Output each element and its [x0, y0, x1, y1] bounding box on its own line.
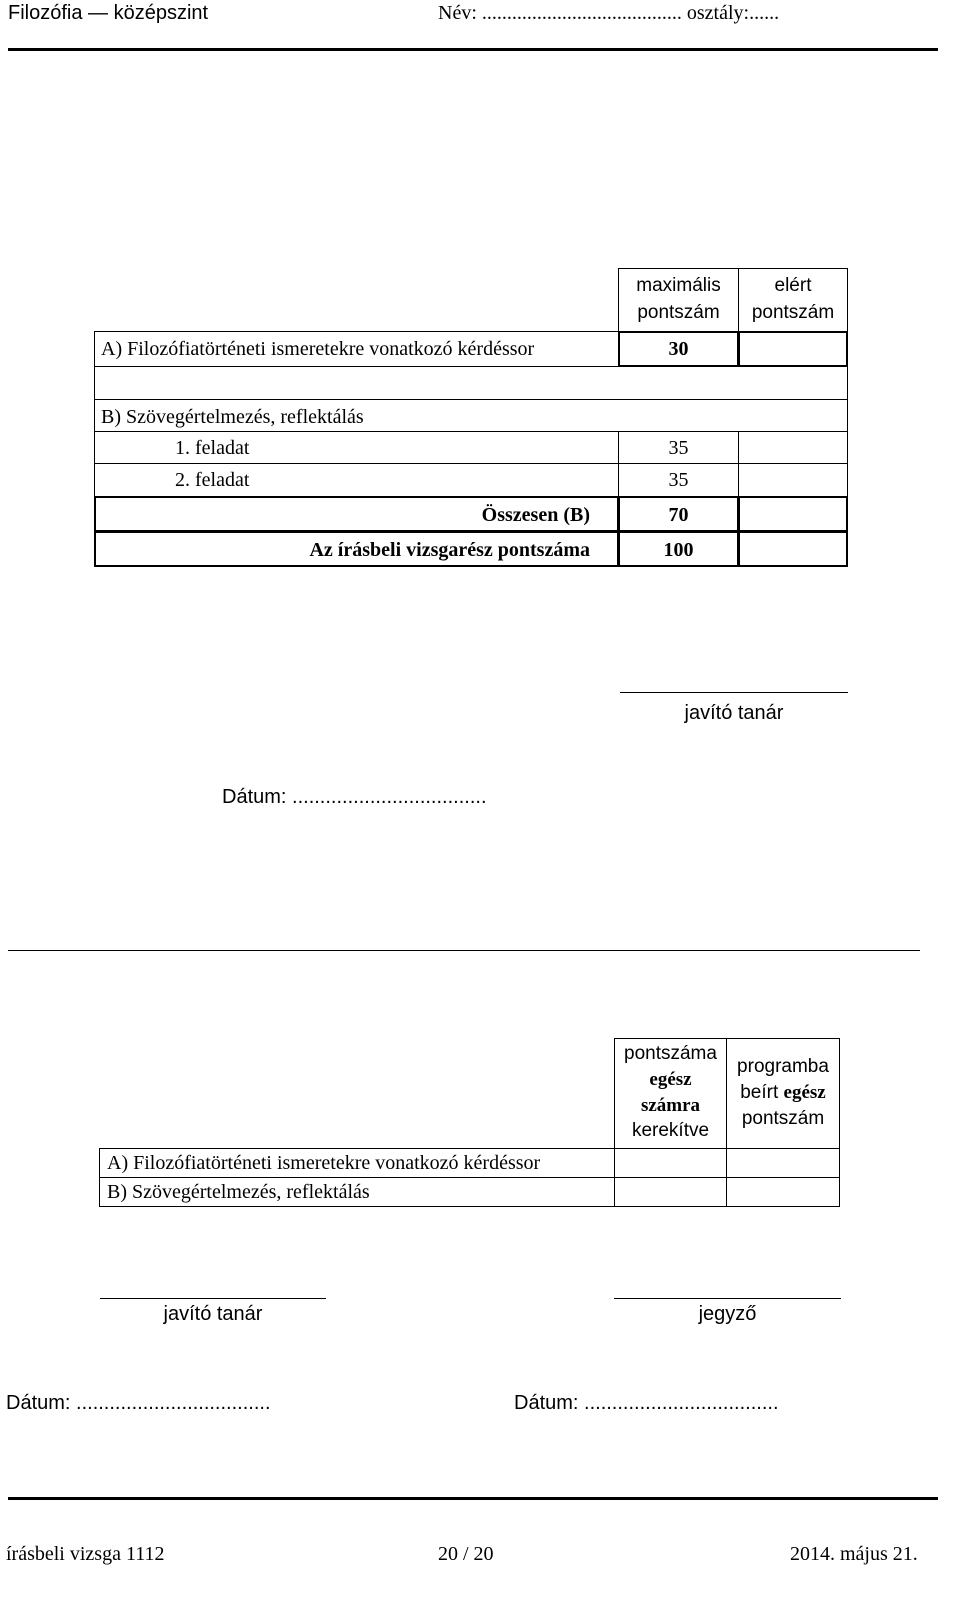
col-max-label-2: pontszám [637, 302, 720, 323]
total-label-cell [94, 531, 619, 567]
t2-rowA-rounded-cell[interactable] [614, 1148, 727, 1178]
sumB-got-cell[interactable] [738, 496, 848, 532]
task1-max-cell [618, 431, 739, 464]
task2-label-cell [94, 463, 619, 497]
sig2-date-right: Dátum: ................................... [514, 1392, 779, 1414]
col-entered-header [726, 1038, 840, 1149]
total-label: Az írásbeli vizsgarész pontszáma [309, 539, 590, 561]
col-got-header [738, 268, 848, 332]
t2-rowA-entered-cell[interactable] [726, 1148, 840, 1178]
sig2-role-right: jegyző [698, 1303, 757, 1325]
col-got-label-1: elért [774, 275, 812, 296]
t2-rowB-entered-cell[interactable] [726, 1177, 840, 1207]
footer-rule [8, 1497, 938, 1500]
sig2-role-left: javító tanár [163, 1303, 263, 1325]
footer-date: 2014. május 21. [790, 1543, 918, 1565]
col-entered-l3: pontszám [741, 1108, 825, 1129]
header-subject: Filozófia — középszint [8, 2, 209, 24]
t2-rowA-label-cell [99, 1148, 615, 1178]
col-entered-l2b: egész [783, 1082, 826, 1103]
task1-got-cell[interactable] [738, 431, 848, 464]
task2-max: 35 [668, 469, 689, 491]
sig1-role: javító tanár [684, 702, 784, 724]
col-rounded-l4: kerekítve [631, 1120, 710, 1141]
task1-label: 1. feladat [175, 437, 250, 459]
footer-page: 20 / 20 [438, 1543, 494, 1565]
section-divider [8, 950, 920, 951]
col-rounded-header [614, 1038, 727, 1149]
task2-got-cell[interactable] [738, 463, 848, 497]
sig1-line [620, 692, 848, 693]
total-max-cell [618, 531, 739, 567]
col-rounded-l2: egész [649, 1069, 692, 1090]
t2-rowB-rounded-cell[interactable] [614, 1177, 727, 1207]
sumB-label-cell [94, 496, 619, 532]
col-got-label-2: pontszám [751, 302, 835, 323]
total-max: 100 [663, 539, 694, 561]
t2-rowA-label: A) Filozófiatörténeti ismeretekre vonatkozó kérdéssor [107, 1152, 541, 1174]
task2-label: 2. feladat [175, 469, 250, 491]
col-rounded-l1: pontszáma [624, 1043, 717, 1064]
task2-max-cell [618, 463, 739, 497]
sig2-right-line [614, 1298, 841, 1299]
task1-max: 35 [668, 437, 689, 459]
sumB-max: 70 [668, 504, 689, 526]
col-rounded-l3: számra [640, 1095, 701, 1116]
rowA-got-cell[interactable] [738, 331, 848, 367]
header-rule [8, 48, 938, 51]
col-max-header [618, 268, 739, 332]
sumB-max-cell [618, 496, 739, 532]
t2-rowB-label-cell [99, 1177, 615, 1207]
col-entered-l1: programba [737, 1056, 829, 1077]
rowA-label: A) Filozófiatörténeti ismeretekre vonatkozó kérdéssor [101, 338, 535, 360]
t2-rowB-label: B) Szövegértelmezés, reflektálás [107, 1181, 370, 1203]
rowA-max: 30 [668, 338, 689, 360]
sumB-label: Összesen (B) [481, 504, 590, 526]
rowB-label: B) Szövegértelmezés, reflektálás [101, 406, 364, 428]
rowB-heading-cell [94, 399, 848, 432]
col-max-label-1: maximális [636, 275, 721, 296]
spacer-row [94, 366, 848, 400]
footer-left: írásbeli vizsga 1112 [6, 1543, 165, 1565]
sig2-date-left: Dátum: ................................... [6, 1392, 271, 1414]
rowA-max-cell [618, 331, 739, 367]
col-entered-l2a: beírt [740, 1082, 784, 1103]
rowA-label-cell [94, 331, 619, 367]
sig2-left-line [100, 1298, 326, 1299]
sig1-date: Dátum: ................................... [222, 786, 487, 808]
task1-label-cell [94, 431, 619, 464]
total-got-cell[interactable] [738, 531, 848, 567]
header-name-field: Név: ........................................ osztály:...... [438, 2, 780, 24]
